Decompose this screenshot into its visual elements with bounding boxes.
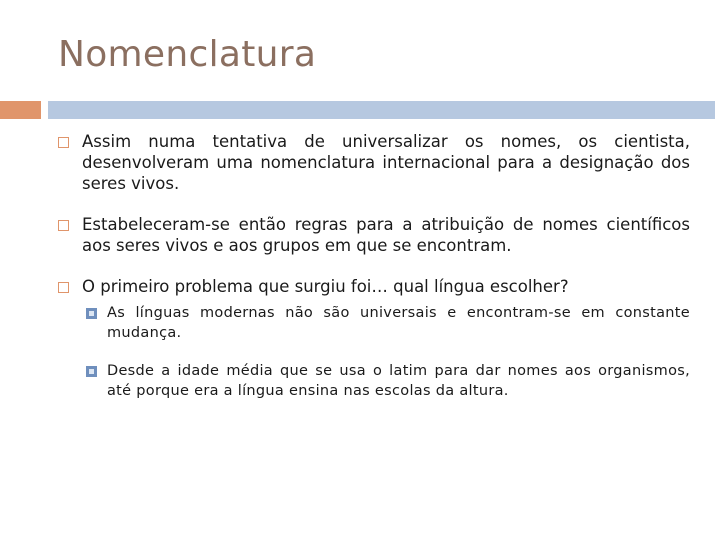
filled-square-bullet-icon xyxy=(86,366,97,377)
bullet-text: Estabeleceram-se então regras para a atribuição de nomes científicos aos seres vivos e aos grupos em que se encontram. xyxy=(82,215,690,255)
title-underline-bar xyxy=(48,101,715,119)
square-bullet-icon xyxy=(58,282,69,293)
sub-bullet-item xyxy=(58,361,690,401)
square-bullet-icon xyxy=(58,137,69,148)
bullet-text: O primeiro problema que surgiu foi… qual língua escolher? xyxy=(82,277,569,296)
sub-bullet-item xyxy=(58,303,690,343)
sub-bullet-text: Desde a idade média que se usa o latim para dar nomes aos organismos, até porque era a língua ensina nas escolas da altura. xyxy=(107,363,690,399)
bullet-item xyxy=(58,276,690,297)
filled-square-bullet-icon xyxy=(86,308,97,319)
slide-title: Nomenclatura xyxy=(58,34,317,75)
bullet-text: Assim numa tentativa de universalizar os nomes, os cientista, desenvolveram uma nomenclatura internacional para a designação dos seres vivos. xyxy=(82,132,690,193)
accent-bar xyxy=(0,101,41,119)
slide-content xyxy=(58,131,690,419)
sub-bullet-text: As línguas modernas não são universais e encontram-se em constante mudança. xyxy=(107,305,690,341)
bullet-item xyxy=(58,131,690,194)
square-bullet-icon xyxy=(58,220,69,231)
bullet-item xyxy=(58,214,690,256)
